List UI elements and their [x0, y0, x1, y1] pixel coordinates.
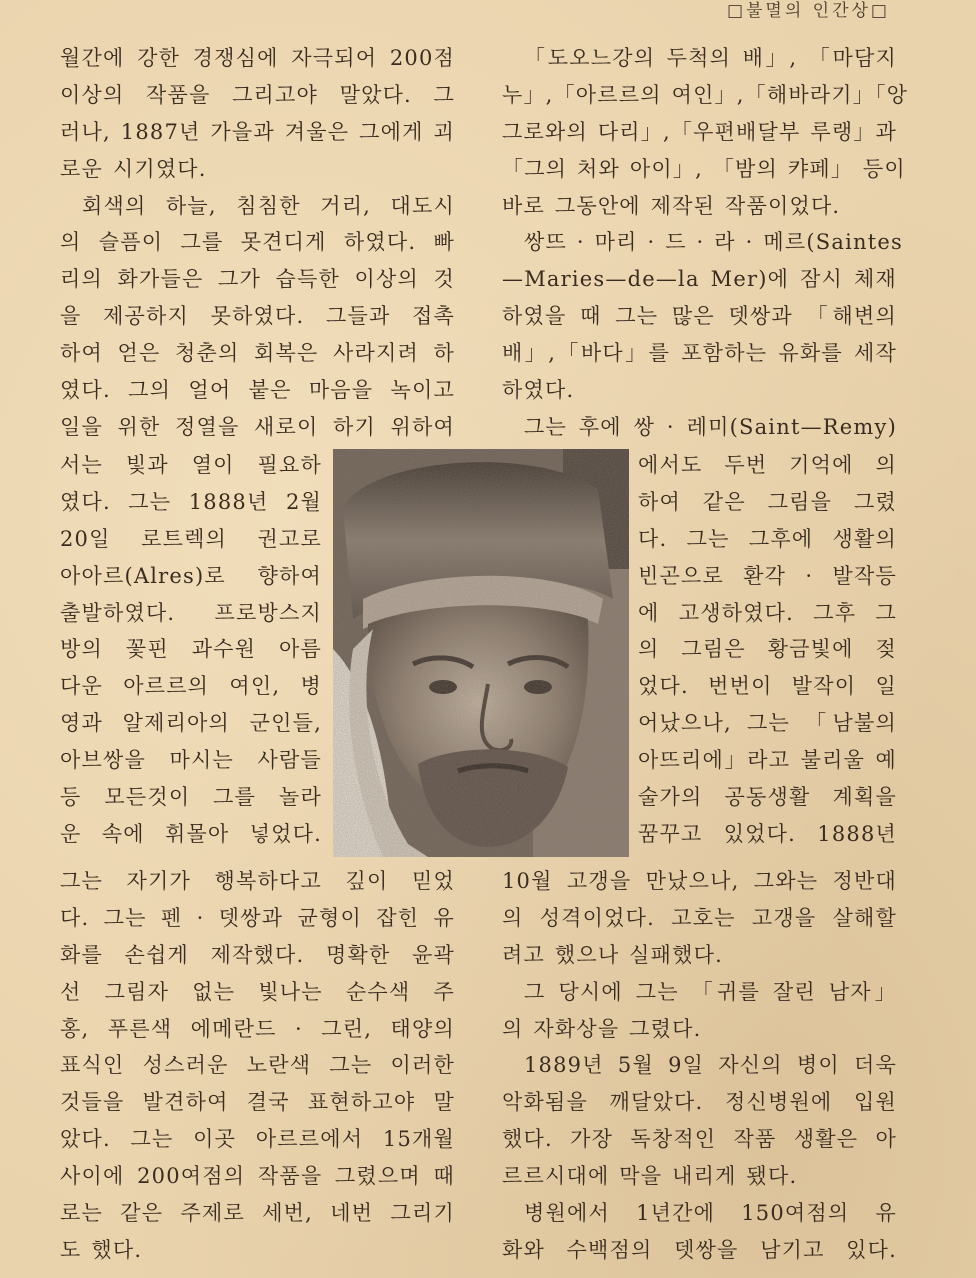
left-column-top: [60, 40, 455, 446]
text-line: 꿈꾸고 있었다. 1888년: [638, 821, 897, 846]
text-line: 그는 자기가 행복하다고 깊이 믿었: [60, 869, 455, 893]
text-line: 20일 로트렉의 권고로: [60, 526, 322, 551]
text-line: 술가의 공동생활 계획을: [638, 785, 897, 810]
text-line: 영과 알제리아의 군인들,: [60, 711, 322, 736]
right-column-beside-portrait: [638, 447, 897, 853]
portrait-illustration: [333, 449, 629, 857]
text-line: 출발하였다. 프로방스지: [60, 600, 322, 625]
text-line: 방의 꽃핀 과수원 아름: [60, 637, 322, 662]
text-line: 하였을 때 그는 많은 뎃쌍과 「해변의: [502, 304, 897, 329]
text-line: 다운 아르르의 여인, 병: [60, 674, 322, 699]
right-column-bottom: [502, 863, 897, 1269]
text-line: 의 성격이었다. 고호는 고갱을 살해할: [502, 905, 897, 930]
text-line: 아브쌍을 마시는 사람들: [60, 748, 322, 773]
text-line: 월간에 강한 경쟁심에 자극되어 200점: [60, 46, 455, 70]
text-line: 의 슬픔이 그를 못견디게 하였다. 빠: [60, 230, 455, 255]
text-line: 리의 화가들은 그가 습득한 이상의 것: [60, 267, 455, 292]
text-line: 「도오느강의 두척의 배」, 「마담지: [524, 46, 897, 70]
left-column-bottom: [60, 863, 455, 1269]
text-line: 그 당시에 그는 「귀를 잘린 남자」: [524, 979, 897, 1004]
text-line: 하여 얻은 청춘의 회복은 사라지려 하: [60, 341, 455, 366]
left-column-beside-portrait: [60, 447, 322, 853]
running-header: □불멸의 인간상□: [726, 1, 890, 21]
text-line: 일을 위한 정열을 새로이 하기 위하여: [60, 414, 455, 439]
text-line: 하였다.: [502, 378, 575, 403]
text-line: 르르시대에 막을 내리게 됐다.: [502, 1164, 798, 1189]
text-line: 표식인 성스러운 노란색 그는 이러한: [60, 1053, 455, 1078]
text-line: 쌍뜨 · 마리 · 드 · 라 · 메르(Saintes: [524, 230, 903, 255]
text-line: 의 그림은 황금빛에 젖: [638, 637, 897, 662]
text-line: 등 모든것이 그를 놀라: [60, 785, 322, 810]
text-line: 화를 손쉽게 제작했다. 명확한 윤곽: [60, 942, 455, 967]
text-line: 았다. 그는 이곳 아르르에서 15개월: [60, 1127, 455, 1152]
text-line: 회색의 하늘, 침침한 거리, 대도시: [82, 193, 455, 218]
text-line: 에 고생하였다. 그후 그: [638, 600, 897, 625]
text-line: 다. 그는 그후에 생활의: [638, 526, 897, 551]
text-line: 었다. 번번이 발작이 일: [638, 674, 897, 699]
text-line: 이상의 작품을 그리고야 말았다. 그: [60, 82, 455, 107]
text-line: 배」,「바다」를 포함하는 유화를 세작: [502, 341, 897, 366]
text-line: 병원에서 1년간에 150여점의 유: [524, 1201, 897, 1226]
text-line: 그로와의 다리」,「우편배달부 루랭」과: [502, 119, 898, 144]
text-line: 빈곤으로 환각 · 발작등: [638, 563, 897, 588]
text-line: 였다. 그는 1888년 2월: [60, 489, 322, 514]
text-line: 로는 같은 주제로 세번, 네번 그리기: [60, 1201, 455, 1226]
text-line: 1889년 5월 9일 자신의 병이 더욱: [524, 1053, 897, 1078]
text-line: 사이에 200여점의 작품을 그렸으며 때: [60, 1164, 455, 1189]
text-line: 바로 그동안에 제작된 작품이었다.: [502, 193, 841, 218]
text-line: 선 그림자 없는 빛나는 순수색 주: [60, 979, 455, 1004]
text-line: 홍, 푸른색 에메란드 · 그린, 태양의: [60, 1016, 455, 1041]
text-line: 악화됨을 깨달았다. 정신병원에 입원: [502, 1090, 897, 1115]
right-column-top: [502, 40, 909, 446]
text-line: 운 속에 휘몰아 넣었다.: [60, 821, 322, 846]
text-line: 「그의 처와 아이」, 「밤의 캬페」 등이: [502, 156, 906, 181]
text-line: —Maries—de—la Mer)에 잠시 체재: [502, 267, 897, 292]
text-line: 을 제공하지 못하였다. 그들과 접촉: [60, 304, 455, 329]
text-line: 의 자화상을 그렸다.: [502, 1016, 702, 1041]
text-line: 에서도 두번 기억에 의: [638, 453, 897, 477]
text-line: 도 했다.: [60, 1237, 143, 1262]
text-line: 다. 그는 펜 · 뎃쌍과 균형이 잡힌 유: [60, 905, 455, 930]
text-line: 그는 후에 쌍 · 레미(Saint—Remy): [524, 414, 897, 439]
portrait-photo: [333, 449, 629, 857]
text-line: 것들을 발견하여 결국 표현하고야 말: [60, 1090, 455, 1115]
text-line: 아뜨리에」라고 불리울 예: [638, 748, 897, 773]
text-line: 러나, 1887년 가을과 겨울은 그에게 괴: [60, 119, 455, 144]
text-line: 화와 수백점의 뎃쌍을 남기고 있다.: [502, 1237, 897, 1262]
text-line: 10월 고갱을 만났으나, 그와는 정반대: [502, 869, 897, 893]
text-line: 서는 빛과 열이 필요하: [60, 453, 322, 477]
text-line: 려고 했으나 실패했다.: [502, 942, 723, 967]
text-line: 였다. 그의 얼어 붙은 마음을 녹이고: [60, 378, 455, 403]
text-line: 했다. 가장 독창적인 작품 생활은 아: [502, 1127, 897, 1152]
text-line: 로운 시기였다.: [60, 156, 207, 181]
text-line: 누」,「아르르의 여인」,「해바라기」「앙: [502, 82, 909, 107]
text-line: 하여 같은 그림을 그렸: [638, 489, 897, 514]
text-line: 어났으나, 그는 「남불의: [638, 711, 897, 736]
text-line: 아아르(Alres)로 향하여: [60, 563, 322, 588]
